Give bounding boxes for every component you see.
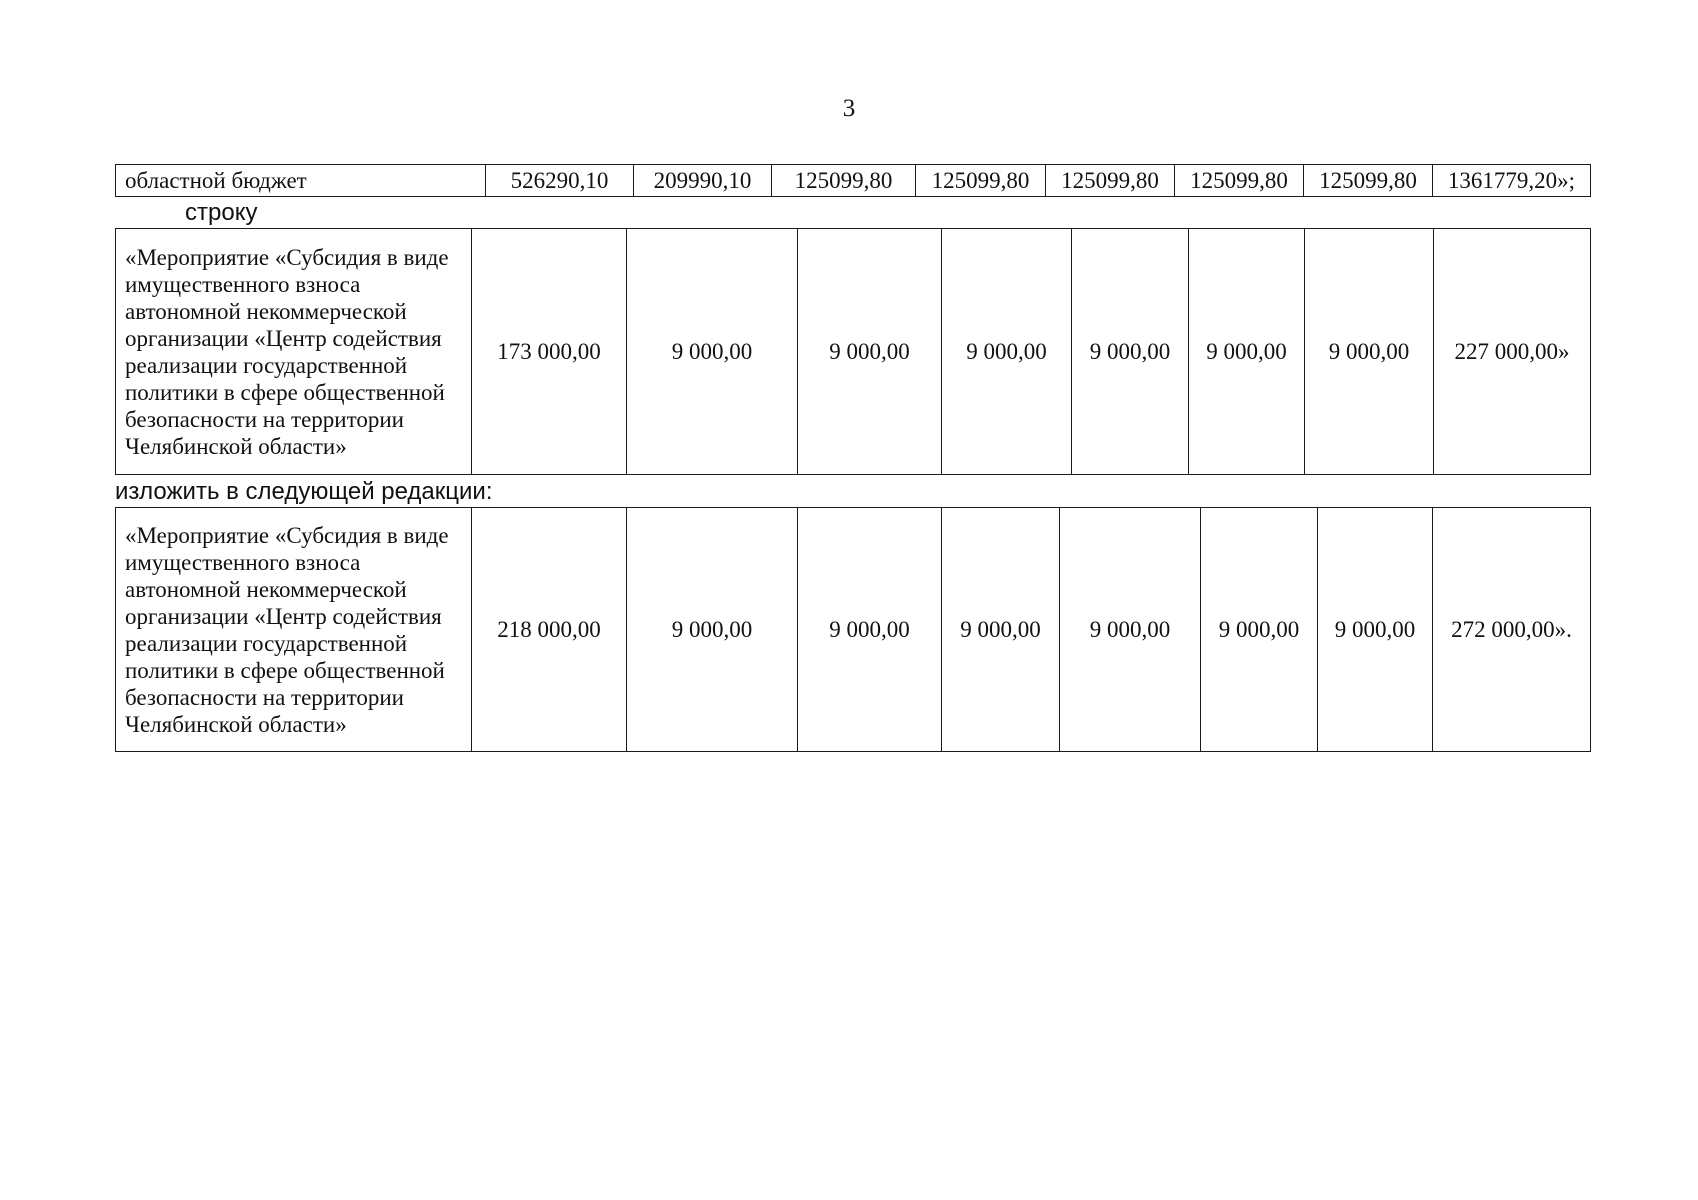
- instruction-line: строку: [185, 199, 258, 226]
- budget-table: [115, 164, 1591, 197]
- old-row-value: 9 000,00: [1072, 229, 1189, 475]
- old-row-value: 9 000,00: [1189, 229, 1305, 475]
- new-row-value: 218 000,00: [472, 508, 627, 752]
- budget-row-value: 125099,80: [1175, 165, 1304, 197]
- new-row-value: 9 000,00: [1201, 508, 1318, 752]
- budget-row-label: областной бюджет: [116, 165, 486, 197]
- new-row-value: 9 000,00: [1060, 508, 1201, 752]
- page-number: 3: [842, 95, 856, 122]
- new-row-label: «Мероприятие «Субсидия в виде имущественного взноса автономной некоммерческой организации «Центр содействия реализации государственной политики в сфере общественной безопасности на территории Челябинской области»: [116, 508, 472, 752]
- old-row-value: 9 000,00: [942, 229, 1072, 475]
- budget-row-value: 209990,10: [634, 165, 772, 197]
- budget-row-value: 526290,10: [486, 165, 634, 197]
- new-row: [116, 508, 1591, 752]
- old-row-table: [115, 228, 1591, 475]
- budget-row-value: 125099,80: [916, 165, 1046, 197]
- old-row-label: «Мероприятие «Субсидия в виде имущественного взноса автономной некоммерческой организации «Центр содействия реализации государственной политики в сфере общественной безопасности на территории Челябинской области»: [116, 229, 472, 475]
- old-row-total: 227 000,00»: [1434, 229, 1591, 475]
- instruction-line: изложить в следующей редакции:: [115, 478, 493, 505]
- budget-row-value: 125099,80: [772, 165, 916, 197]
- new-row-value: 9 000,00: [1318, 508, 1433, 752]
- old-row-value: 9 000,00: [798, 229, 942, 475]
- new-row-value: 9 000,00: [627, 508, 798, 752]
- budget-row-total: 1361779,20»;: [1433, 165, 1591, 197]
- old-row-value: 173 000,00: [472, 229, 627, 475]
- old-row: [116, 229, 1591, 475]
- budget-row-value: 125099,80: [1304, 165, 1433, 197]
- old-row-value: 9 000,00: [1305, 229, 1434, 475]
- new-row-table: [115, 507, 1591, 752]
- old-row-value: 9 000,00: [627, 229, 798, 475]
- budget-row: [116, 165, 1591, 197]
- budget-row-value: 125099,80: [1046, 165, 1175, 197]
- new-row-value: 9 000,00: [942, 508, 1060, 752]
- new-row-total: 272 000,00».: [1433, 508, 1591, 752]
- new-row-value: 9 000,00: [798, 508, 942, 752]
